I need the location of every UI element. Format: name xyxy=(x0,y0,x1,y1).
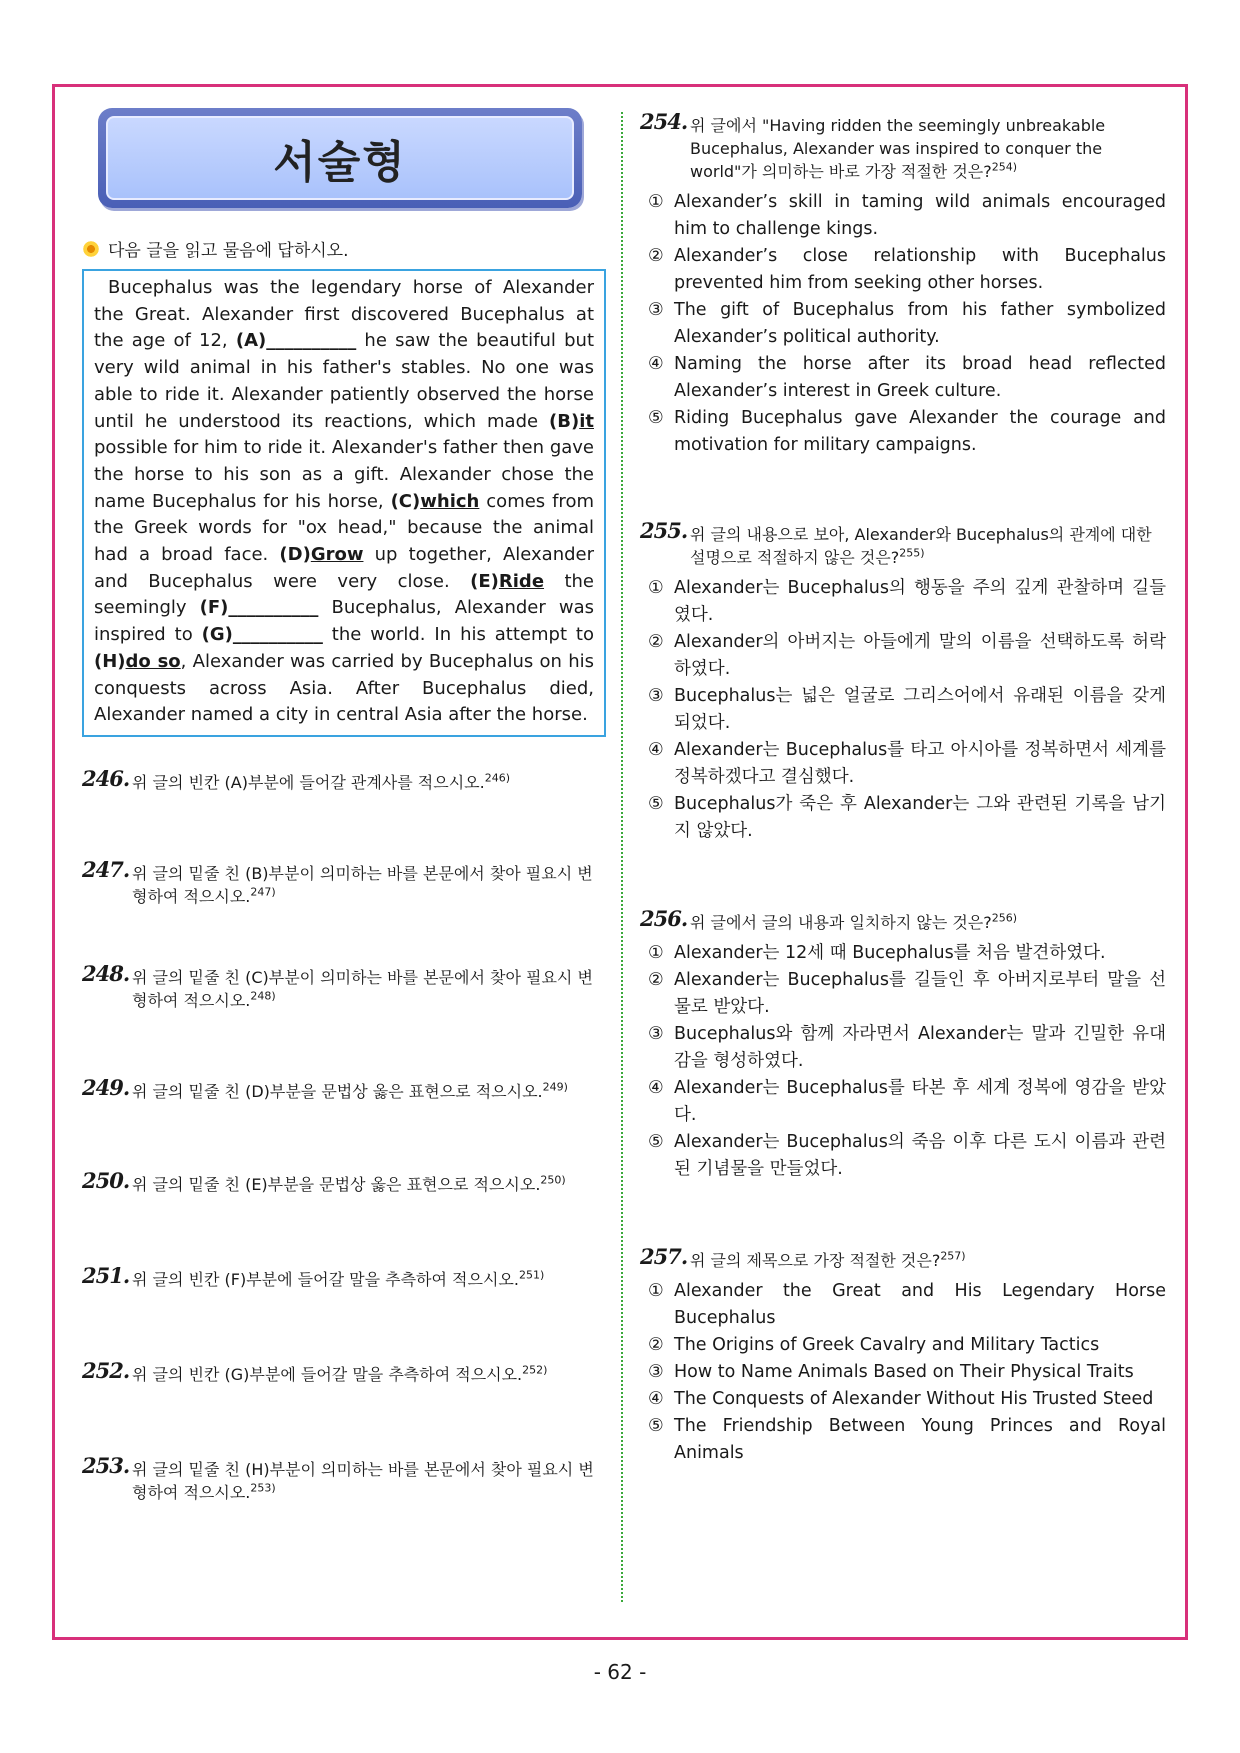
choice-257-1[interactable]: ① Alexander the Great and His Legendary Horse Bucephalus xyxy=(648,1281,1166,1328)
choice-255-4[interactable]: ④ Alexander는 Bucephalus를 타고 아시아를 정복하면서 세계를 정복하겠다고 결심했다. xyxy=(648,740,1166,787)
question-250: 250. 위 글의 밑줄 친 (E)부분을 문법상 옳은 표현으로 적으시오.$^{250)}$ xyxy=(82,1167,566,1194)
label-c: (C)which xyxy=(390,490,480,512)
label-e: (E)Ride xyxy=(470,570,545,592)
label-h: (H)do so xyxy=(94,650,181,672)
instruction: 다음 글을 읽고 물음에 답하시오. xyxy=(82,236,606,261)
question-246: 246. 위 글의 빈칸 (A)부분에 들어갈 관계사를 적으시오.$^{246)}$ xyxy=(82,765,510,792)
choice-257-5[interactable]: ⑤ The Friendship Between Young Princes and Royal Animals xyxy=(648,1416,1166,1463)
choice-256-2[interactable]: ② Alexander는 Bucephalus를 길들인 후 아버지로부터 말을 선물로 받았다. xyxy=(648,970,1166,1017)
question-247: 247. 위 글의 밑줄 친 (B)부분이 의미하는 바를 본문에서 찾아 필요시 변형하여 적으시오.$^{247)}$ xyxy=(82,856,593,906)
choice-256-4[interactable]: ④ Alexander는 Bucephalus를 타본 후 세계 정복에 영감을 받았다. xyxy=(648,1078,1166,1125)
choice-254-4[interactable]: ④ Naming the horse after its broad head reflected Alexander’s interest in Greek culture. xyxy=(648,354,1166,401)
question-256: 256. 위 글에서 글의 내용과 일치하지 않는 것은?$^{256)}$ xyxy=(640,906,1018,932)
choice-255-2[interactable]: ② Alexander의 아버지는 아들에게 말의 이름을 선택하도록 허락하였다. xyxy=(648,632,1166,679)
choice-256-3[interactable]: ③ Bucephalus와 함께 자라면서 Alexander는 말과 긴밀한 유대감을 형성하였다. xyxy=(648,1024,1166,1071)
question-252: 252. 위 글의 빈칸 (G)부분에 들어갈 말을 추측하여 적으시오.$^{252)}$ xyxy=(82,1357,548,1384)
question-254-block xyxy=(640,109,1166,459)
question-248: 248. 위 글의 밑줄 친 (C)부분이 의미하는 바를 본문에서 찾아 필요시 변형하여 적으시오.$^{248)}$ xyxy=(82,960,593,1010)
question-257: 257. 위 글의 제목으로 가장 적절한 것은?$^{257)}$ xyxy=(640,1244,966,1270)
question-254: 254. 위 글에서 "Having ridden the seemingly unbreakable Bucephalus, Alexander was inspired to conquer the world"가 의미하는 바로 가장 적절한 것은?$^{254)}$ xyxy=(640,109,1106,181)
choice-254-5[interactable]: ⑤ Riding Bucephalus gave Alexander the courage and motivation for military campaigns. xyxy=(648,408,1166,455)
choice-256-1[interactable]: ① Alexander는 12세 때 Bucephalus를 처음 발견하였다. xyxy=(648,943,1106,963)
choice-257-4[interactable]: ④ The Conquests of Alexander Without His Trusted Steed xyxy=(648,1389,1154,1409)
section-title: 서술형 xyxy=(273,137,407,188)
choice-254-2[interactable]: ② Alexander’s close relationship with Bucephalus prevented him from seeking other horses. xyxy=(648,246,1166,293)
question-249: 249. 위 글의 밑줄 친 (D)부분을 문법상 옳은 표현으로 적으시오.$^{249)}$ xyxy=(82,1074,568,1101)
section-title-box xyxy=(98,108,582,208)
choices-254 xyxy=(648,189,1166,459)
blank-a: (A)__________ xyxy=(235,330,357,352)
question-256-block xyxy=(640,906,1166,1183)
blank-g: (G)__________ xyxy=(201,624,323,646)
label-d: (D)Grow xyxy=(279,544,364,566)
label-b: (B)it xyxy=(549,410,594,432)
choice-255-1[interactable]: ① Alexander는 Bucephalus의 행동을 주의 깊게 관찰하며 길들였다. xyxy=(648,578,1166,625)
question-255: 255. 위 글의 내용으로 보아, Alexander와 Bucephalus의 관계에 대한 설명으로 적절하지 않은 것은?$^{255)}$ xyxy=(640,518,1152,567)
reading-passage: Bucephalus was the legendary horse of Alexander the Great. Alexander first discovered Bucephalus at the age of 12, (A)__________ he saw the beautiful but very wild animal in his father's stables. No one was able to ride it. Alexander patiently observed the horse until he understood its reactions, which made (B)it possible for him to ride it. Alexander's father then gave the horse to his son as a gift. Alexander chose the name Bucephalus for his horse, (C)which comes from the Greek words for "ox head," because the animal had a broad face. (D)Grow up together, Alexander and Bucephalus were very close. (E)Ride the seemingly (F)__________ Bucephalus, Alexander was inspired to (G)__________ the world. In his attempt to (H)do so, Alexander was carried by Bucephalus on his conquests across Asia. After Bucephalus died, Alexander named a city in central Asia after the horse. xyxy=(82,269,606,737)
column-divider xyxy=(621,112,623,1602)
page-number: - 62 - xyxy=(593,1660,647,1684)
choices-255 xyxy=(648,575,1166,845)
choices-256 xyxy=(648,940,1166,1183)
question-253: 253. 위 글의 밑줄 친 (H)부분이 의미하는 바를 본문에서 찾아 필요시 변형하여 적으시오.$^{253)}$ xyxy=(82,1452,594,1502)
question-257-block xyxy=(640,1244,1166,1467)
choice-256-5[interactable]: ⑤ Alexander는 Bucephalus의 죽음 이후 다른 도시 이름과 관련된 기념물을 만들었다. xyxy=(648,1132,1166,1179)
blank-f: (F)__________ xyxy=(199,597,319,619)
choice-257-3[interactable]: ③ How to Name Animals Based on Their Physical Traits xyxy=(648,1362,1134,1382)
question-251: 251. 위 글의 빈칸 (F)부분에 들어갈 말을 추측하여 적으시오.$^{251)}$ xyxy=(82,1262,545,1289)
choice-255-3[interactable]: ③ Bucephalus는 넓은 얼굴로 그리스어에서 유래된 이름을 갖게 되었다. xyxy=(648,686,1166,733)
choice-257-2[interactable]: ② The Origins of Greek Cavalry and Military Tactics xyxy=(648,1335,1100,1355)
left-column xyxy=(82,108,606,1504)
question-255-block xyxy=(640,518,1166,845)
flower-icon xyxy=(82,240,100,258)
choice-254-3[interactable]: ③ The gift of Bucephalus from his father symbolized Alexander’s political authority. xyxy=(648,300,1166,347)
choice-255-5[interactable]: ⑤ Bucephalus가 죽은 후 Alexander는 그와 관련된 기록을 남기지 않았다. xyxy=(648,794,1166,841)
choice-254-1[interactable]: ① Alexander’s skill in taming wild animals encouraged him to challenge kings. xyxy=(648,192,1166,239)
choices-257 xyxy=(648,1278,1166,1467)
right-column xyxy=(640,109,1166,1467)
